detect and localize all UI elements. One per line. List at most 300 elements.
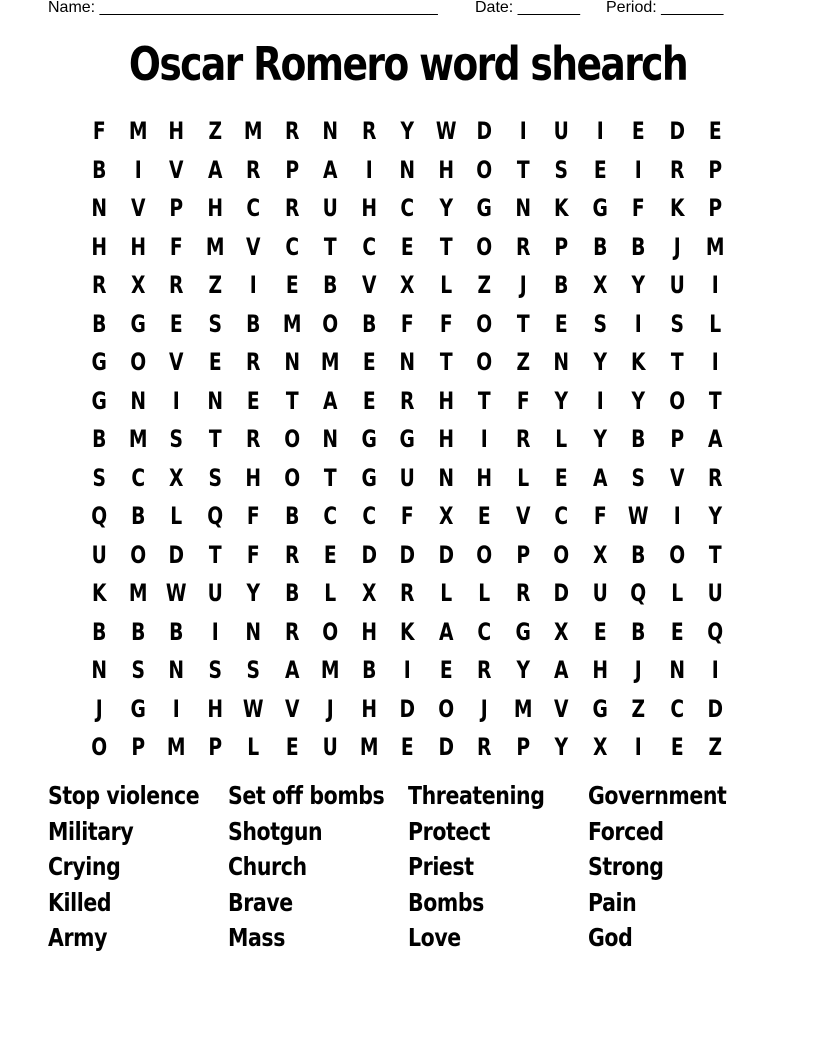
grid-letter: B — [323, 271, 338, 300]
grid-letter: G — [130, 309, 146, 338]
grid-letter: O — [553, 540, 570, 569]
grid-letter: O — [476, 155, 493, 184]
grid-letter: P — [130, 733, 145, 762]
grid-row — [80, 382, 736, 421]
grid-letter: B — [592, 232, 607, 261]
grid-letter: B — [631, 617, 646, 646]
grid-letter: E — [400, 232, 414, 261]
grid-letter: R — [361, 117, 376, 146]
grid-letter: E — [323, 540, 337, 569]
grid-letter: S — [92, 463, 106, 492]
grid-letter: J — [519, 271, 527, 300]
grid-letter: I — [519, 117, 527, 146]
grid-letter: E — [631, 117, 645, 146]
grid-letter: L — [170, 502, 183, 531]
grid-letter: T — [208, 540, 222, 569]
grid-letter: E — [246, 386, 260, 415]
grid-letter: P — [708, 194, 723, 223]
word-bank-item: God — [588, 923, 633, 952]
grid-letter: M — [166, 733, 186, 762]
grid-row — [80, 228, 736, 267]
grid-letter: I — [480, 425, 488, 454]
grid-letter: Y — [554, 733, 569, 762]
grid-letter: N — [283, 348, 300, 377]
grid-letter: E — [362, 348, 376, 377]
grid-letter: Y — [400, 117, 415, 146]
grid-letter: A — [322, 386, 338, 415]
grid-letter: P — [708, 155, 723, 184]
grid-letter: I — [172, 694, 180, 723]
grid-letter: D — [360, 540, 377, 569]
grid-letter: E — [554, 463, 568, 492]
grid-letter: V — [168, 348, 184, 377]
grid-letter: R — [246, 155, 261, 184]
word-bank-item: Shotgun — [228, 816, 323, 846]
grid-letter: X — [169, 463, 184, 492]
word-bank-item: Killed — [48, 887, 112, 917]
grid-letter: X — [361, 579, 376, 608]
grid-letter: Y — [438, 194, 453, 223]
grid-letter: R — [400, 386, 415, 415]
grid-letter: F — [593, 502, 607, 531]
grid-letter: H — [437, 155, 454, 184]
grid-row — [80, 189, 736, 228]
grid-letter: D — [168, 540, 185, 569]
grid-letter: I — [403, 656, 411, 685]
grid-letter: U — [207, 579, 223, 608]
grid-letter: M — [705, 232, 725, 261]
grid-letter: J — [634, 656, 642, 685]
grid-letter: C — [361, 502, 376, 531]
grid-letter: C — [323, 502, 338, 531]
grid-letter: I — [711, 656, 719, 685]
grid-letter: R — [284, 117, 299, 146]
grid-letter: O — [322, 617, 339, 646]
grid-row — [80, 266, 736, 305]
grid-letter: E — [670, 617, 684, 646]
grid-letter: V — [361, 271, 376, 300]
grid-letter: I — [634, 155, 642, 184]
grid-letter: D — [668, 117, 685, 146]
grid-letter: T — [439, 232, 453, 261]
grid-letter: G — [592, 194, 608, 223]
grid-letter: B — [631, 425, 646, 454]
grid-letter: N — [91, 194, 108, 223]
grid-letter: L — [555, 425, 568, 454]
grid-letter: B — [92, 155, 107, 184]
grid-letter: R — [515, 425, 530, 454]
grid-letter: H — [360, 617, 377, 646]
grid-letter: S — [130, 656, 145, 685]
grid-letter: V — [168, 155, 184, 184]
grid-letter: O — [129, 540, 146, 569]
grid-letter: Q — [91, 502, 108, 531]
grid-letter: S — [554, 155, 568, 184]
grid-letter: R — [669, 155, 684, 184]
grid-letter: J — [326, 694, 334, 723]
grid-letter: S — [246, 656, 260, 685]
grid-letter: D — [437, 733, 454, 762]
grid-letter: T — [208, 425, 222, 454]
grid-letter: X — [592, 271, 607, 300]
grid-letter: X — [554, 617, 569, 646]
grid-letter: H — [437, 386, 454, 415]
grid-letter: E — [169, 309, 183, 338]
grid-letter: F — [246, 540, 260, 569]
grid-letter: I — [596, 117, 604, 146]
grid-letter: E — [670, 733, 684, 762]
grid-letter: C — [477, 617, 492, 646]
grid-letter: T — [439, 348, 453, 377]
grid-letter: V — [245, 232, 261, 261]
grid-letter: H — [206, 694, 223, 723]
grid-letter: Z — [708, 733, 723, 762]
grid-letter: L — [516, 463, 529, 492]
grid-letter: H — [245, 463, 262, 492]
grid-letter: C — [246, 194, 261, 223]
word-bank — [48, 778, 768, 956]
grid-letter: J — [95, 694, 103, 723]
grid-letter: R — [92, 271, 107, 300]
grid-letter: Q — [630, 579, 647, 608]
grid-letter: C — [554, 502, 569, 531]
grid-letter: B — [130, 502, 145, 531]
grid-letter: V — [669, 463, 684, 492]
grid-letter: H — [91, 232, 108, 261]
grid-letter: N — [437, 463, 454, 492]
word-bank-item: Bombs — [408, 887, 484, 917]
word-bank-item: Forced — [588, 816, 664, 846]
grid-letter: E — [400, 733, 414, 762]
letter-grid — [80, 112, 736, 767]
grid-letter: M — [128, 425, 148, 454]
grid-letter: I — [365, 155, 373, 184]
grid-letter: R — [477, 733, 492, 762]
word-bank-item: Church — [228, 852, 307, 881]
grid-letter: Z — [631, 694, 646, 723]
word-bank-item: Priest — [408, 852, 474, 881]
grid-row — [80, 613, 736, 652]
grid-letter: A — [207, 155, 222, 184]
grid-letter: O — [91, 733, 108, 762]
grid-letter: Y — [708, 502, 723, 531]
grid-letter: E — [285, 271, 299, 300]
grid-letter: A — [707, 425, 723, 454]
grid-letter: L — [478, 579, 491, 608]
grid-letter: R — [515, 579, 530, 608]
grid-letter: B — [130, 617, 145, 646]
grid-letter: I — [634, 309, 642, 338]
grid-letter: E — [593, 155, 607, 184]
grid-row — [80, 343, 736, 382]
grid-letter: U — [553, 117, 569, 146]
grid-letter: S — [207, 309, 222, 338]
grid-letter: P — [669, 425, 684, 454]
grid-letter: I — [596, 386, 604, 415]
grid-letter: F — [400, 309, 414, 338]
grid-letter: B — [92, 617, 107, 646]
grid-letter: K — [630, 348, 646, 377]
grid-letter: U — [322, 733, 338, 762]
grid-row — [80, 728, 736, 767]
grid-letter: S — [207, 656, 222, 685]
grid-letter: D — [399, 694, 416, 723]
grid-letter: T — [708, 540, 722, 569]
grid-letter: N — [399, 348, 416, 377]
grid-letter: R — [284, 617, 299, 646]
grid-letter: B — [361, 309, 376, 338]
grid-letter: U — [91, 540, 107, 569]
grid-letter: O — [476, 348, 493, 377]
grid-letter: B — [361, 656, 376, 685]
word-bank-item: Mass — [228, 923, 286, 952]
grid-letter: G — [91, 348, 107, 377]
word-bank-item: Army — [48, 923, 108, 952]
grid-letter: G — [130, 694, 146, 723]
grid-letter: Z — [477, 271, 492, 300]
grid-letter: A — [284, 656, 299, 685]
grid-letter: M — [128, 579, 148, 608]
grid-letter: O — [283, 425, 300, 454]
grid-letter: B — [284, 502, 299, 531]
grid-letter: A — [553, 656, 569, 685]
grid-letter: M — [243, 117, 263, 146]
grid-letter: I — [134, 155, 142, 184]
grid-letter: D — [553, 579, 570, 608]
grid-letter: W — [242, 694, 264, 723]
word-bank-item: Crying — [48, 852, 121, 881]
grid-letter: N — [668, 656, 685, 685]
grid-letter: H — [437, 425, 454, 454]
grid-letter: R — [284, 540, 299, 569]
grid-letter: R — [246, 348, 261, 377]
grid-letter: P — [515, 733, 530, 762]
grid-letter: T — [477, 386, 491, 415]
word-bank-item: Stop violence — [48, 781, 200, 810]
word-bank-item: Strong — [588, 852, 664, 881]
grid-letter: S — [207, 463, 222, 492]
grid-letter: D — [399, 540, 416, 569]
grid-letter: J — [673, 232, 681, 261]
grid-letter: Y — [592, 348, 607, 377]
grid-letter: V — [284, 694, 299, 723]
grid-letter: L — [439, 271, 452, 300]
grid-letter: H — [360, 194, 377, 223]
grid-letter: U — [399, 463, 415, 492]
grid-letter: N — [322, 117, 339, 146]
grid-letter: A — [322, 155, 338, 184]
grid-letter: B — [631, 540, 646, 569]
grid-letter: M — [320, 656, 340, 685]
grid-letter: Y — [515, 656, 530, 685]
grid-letter: P — [515, 540, 530, 569]
grid-letter: F — [246, 502, 260, 531]
grid-letter: B — [169, 617, 184, 646]
grid-letter: X — [592, 540, 607, 569]
grid-letter: E — [362, 386, 376, 415]
grid-letter: L — [709, 309, 722, 338]
grid-letter: K — [91, 579, 107, 608]
grid-letter: T — [516, 309, 530, 338]
grid-letter: H — [206, 194, 223, 223]
grid-letter: I — [711, 271, 719, 300]
grid-letter: Q — [707, 617, 724, 646]
grid-letter: G — [361, 425, 377, 454]
grid-letter: R — [515, 232, 530, 261]
grid-letter: R — [169, 271, 184, 300]
grid-letter: N — [399, 155, 416, 184]
grid-letter: B — [92, 425, 107, 454]
grid-letter: Y — [246, 579, 261, 608]
grid-letter: T — [323, 232, 337, 261]
grid-letter: I — [172, 386, 180, 415]
grid-letter: P — [284, 155, 299, 184]
grid-letter: E — [554, 309, 568, 338]
grid-letter: O — [437, 694, 454, 723]
grid-letter: K — [669, 194, 685, 223]
word-bank-item: Government — [588, 781, 727, 810]
grid-letter: M — [513, 694, 533, 723]
grid-letter: V — [515, 502, 530, 531]
grid-letter: A — [438, 617, 453, 646]
grid-letter: F — [400, 502, 414, 531]
grid-letter: F — [169, 232, 183, 261]
grid-letter: N — [168, 656, 185, 685]
grid-letter: W — [627, 502, 649, 531]
grid-row — [80, 420, 736, 459]
grid-letter: T — [323, 463, 337, 492]
grid-letter: R — [246, 425, 261, 454]
grid-letter: H — [591, 656, 608, 685]
grid-letter: F — [439, 309, 453, 338]
grid-letter: H — [476, 463, 493, 492]
grid-letter: C — [130, 463, 145, 492]
grid-letter: G — [476, 194, 492, 223]
grid-letter: M — [282, 309, 302, 338]
grid-letter: M — [128, 117, 148, 146]
grid-letter: N — [245, 617, 262, 646]
grid-letter: N — [514, 194, 531, 223]
grid-letter: E — [208, 348, 222, 377]
grid-row — [80, 536, 736, 575]
grid-letter: E — [477, 502, 491, 531]
grid-letter: H — [360, 694, 377, 723]
grid-letter: G — [515, 617, 531, 646]
grid-row — [80, 459, 736, 498]
grid-letter: O — [476, 232, 493, 261]
grid-letter: B — [284, 579, 299, 608]
grid-letter: R — [400, 579, 415, 608]
grid-letter: S — [631, 463, 645, 492]
grid-letter: I — [211, 617, 219, 646]
grid-letter: U — [669, 271, 685, 300]
grid-letter: E — [285, 733, 299, 762]
grid-letter: X — [438, 502, 453, 531]
grid-letter: B — [92, 309, 107, 338]
grid-letter: H — [129, 232, 146, 261]
grid-letter: Z — [207, 271, 222, 300]
grid-letter: O — [283, 463, 300, 492]
grid-letter: C — [361, 232, 376, 261]
grid-letter: S — [169, 425, 183, 454]
grid-letter: F — [92, 117, 106, 146]
grid-letter: N — [553, 348, 570, 377]
grid-row — [80, 151, 736, 190]
grid-letter: E — [439, 656, 453, 685]
grid-letter: S — [669, 309, 684, 338]
grid-letter: W — [165, 579, 187, 608]
date-field-label: Date: _______ — [475, 0, 580, 16]
grid-letter: Y — [554, 386, 569, 415]
grid-letter: C — [669, 694, 684, 723]
grid-letter: M — [205, 232, 225, 261]
grid-letter: P — [169, 194, 184, 223]
word-bank-item: Threatening — [408, 781, 545, 810]
grid-letter: B — [631, 232, 646, 261]
grid-letter: O — [129, 348, 146, 377]
grid-letter: U — [592, 579, 608, 608]
grid-letter: I — [711, 348, 719, 377]
period-field-label: Period: _______ — [606, 0, 724, 16]
grid-letter: I — [673, 502, 681, 531]
word-bank-item: Brave — [228, 887, 293, 917]
grid-letter: F — [631, 194, 645, 223]
grid-letter: O — [476, 540, 493, 569]
grid-letter: X — [592, 733, 607, 762]
grid-letter: B — [554, 271, 569, 300]
grid-letter: O — [476, 309, 493, 338]
grid-letter: V — [553, 694, 569, 723]
grid-letter: U — [322, 194, 338, 223]
grid-letter: M — [320, 348, 340, 377]
grid-letter: V — [130, 194, 145, 223]
grid-letter: F — [516, 386, 530, 415]
grid-letter: C — [400, 194, 415, 223]
grid-letter: T — [285, 386, 299, 415]
grid-letter: D — [707, 694, 724, 723]
grid-letter: S — [592, 309, 607, 338]
grid-row — [80, 497, 736, 536]
grid-letter: R — [708, 463, 723, 492]
grid-letter: N — [129, 386, 146, 415]
grid-letter: E — [708, 117, 722, 146]
grid-letter: D — [476, 117, 493, 146]
name-field-label: Name: ______________________________________ — [48, 0, 438, 16]
word-bank-item: Protect — [408, 816, 491, 846]
grid-letter: J — [480, 694, 488, 723]
grid-letter: B — [246, 309, 261, 338]
grid-letter: R — [284, 194, 299, 223]
grid-letter: L — [439, 579, 452, 608]
grid-letter: T — [516, 155, 530, 184]
grid-letter: K — [399, 617, 415, 646]
grid-letter: L — [324, 579, 337, 608]
grid-letter: K — [553, 194, 569, 223]
grid-row — [80, 574, 736, 613]
grid-letter: G — [361, 463, 377, 492]
grid-letter: C — [284, 232, 299, 261]
grid-letter: Y — [592, 425, 607, 454]
grid-letter: M — [359, 733, 379, 762]
grid-letter: G — [91, 386, 107, 415]
grid-letter: E — [593, 617, 607, 646]
grid-letter: X — [400, 271, 415, 300]
grid-row — [80, 112, 736, 151]
grid-letter: T — [670, 348, 684, 377]
page-title: Oscar Romero word shearch — [128, 37, 688, 91]
grid-row — [80, 690, 736, 729]
grid-letter: Z — [207, 117, 222, 146]
